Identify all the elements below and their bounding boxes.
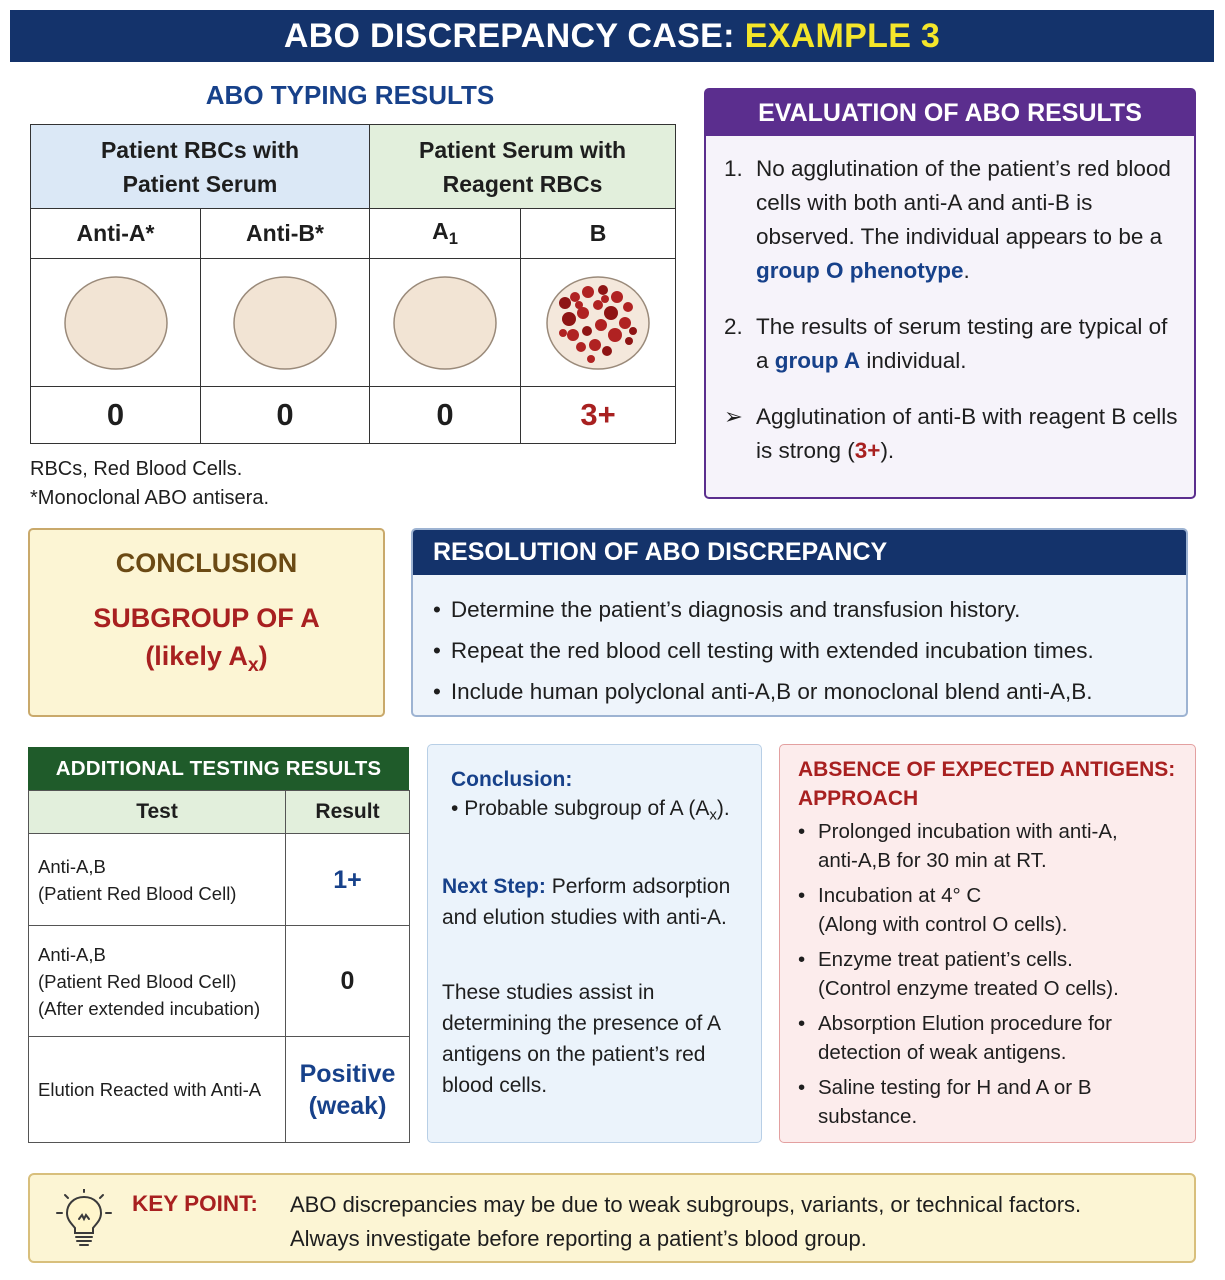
typing-table <box>30 124 676 444</box>
line: Incubation at 4° C <box>818 884 982 907</box>
list-item <box>798 945 1190 1003</box>
arrow-bullet-icon: ➢ <box>724 404 743 429</box>
next-conclusion-label: Conclusion: <box>451 768 573 791</box>
group-rbc-line: Patient RBCs with <box>100 136 300 163</box>
agglutinate-clump <box>619 317 631 329</box>
group-rbc-header <box>31 125 370 209</box>
well-cell <box>370 259 521 387</box>
column-header-result: Result <box>286 791 410 834</box>
result-cell <box>286 1037 410 1143</box>
group-rbc-line: Patient Serum <box>122 170 278 197</box>
list-item: • Repeat the red blood cell testing with extended incubation times. <box>433 630 1186 671</box>
line: substance. <box>818 1105 918 1128</box>
agglutinate-clump <box>608 328 622 342</box>
result-cell <box>286 834 410 926</box>
line: detection of weak antigens. <box>818 1041 1067 1064</box>
evaluation-item <box>724 310 1186 378</box>
column-header-anti-a <box>31 209 201 259</box>
list-item <box>798 1009 1190 1067</box>
list-item-text <box>818 945 1119 1003</box>
test-line: Anti-A,B <box>38 943 106 965</box>
key-point-line: Always investigate before reporting a patient’s blood group. <box>290 1226 867 1251</box>
footnote: RBCs, Red Blood Cells. <box>30 458 243 480</box>
table-row <box>29 834 410 926</box>
bullet-sub: x <box>709 806 717 824</box>
title-accent: EXAMPLE 3 <box>744 16 941 55</box>
column-label: Anti-B* <box>246 220 324 246</box>
line: (Along with control O cells). <box>818 913 1068 936</box>
additional-table <box>28 790 410 1143</box>
negative-well-icon <box>390 275 500 371</box>
column-label: B <box>589 220 607 246</box>
lightbulb-icon <box>54 1189 114 1251</box>
test-line: (Patient Red Blood Cell) <box>38 970 237 992</box>
evaluation-list <box>724 152 1186 490</box>
item-text-part: No agglutination of the patient’s red blood cells with both anti-A and anti-B is observed. The individual appears to be a <box>756 156 1171 249</box>
agglutinate-clump <box>611 291 623 303</box>
line: (Control enzyme treated O cells). <box>818 977 1119 1000</box>
list-item: • Include human polyclonal anti-A,B or monoclonal blend anti-A,B. <box>433 671 1186 712</box>
agglutinate-clump <box>559 329 567 337</box>
column-label-sub: 1 <box>448 228 458 248</box>
footnote: *Monoclonal ABO antisera. <box>30 487 270 509</box>
item-text-part: ). <box>880 438 895 463</box>
key-point-line: ABO discrepancies may be due to weak subgroups, variants, or technical factors. <box>290 1192 1082 1217</box>
additional-heading: ADDITIONAL TESTING RESULTS <box>28 747 409 790</box>
bullet-icon: • <box>798 820 806 843</box>
list-item <box>798 817 1190 875</box>
well-cell <box>521 259 676 387</box>
agglutinate-clump <box>587 355 595 363</box>
test-cell <box>29 1037 286 1143</box>
bullet-part: Probable subgroup of A (A <box>464 797 710 820</box>
test-cell <box>29 834 286 926</box>
conclusion-line: SUBGROUP OF A <box>93 603 320 633</box>
test-cell <box>29 926 286 1037</box>
agglutinate-clump <box>629 327 637 335</box>
page-title <box>10 10 1214 62</box>
group-serum-line: Patient Serum with <box>419 136 627 163</box>
typing-footnotes <box>30 455 269 513</box>
agglutinate-clump <box>625 337 633 345</box>
test-line: Anti-A,B <box>38 855 106 877</box>
bullet-icon: • <box>798 948 806 971</box>
agglutinate-clump <box>595 319 607 331</box>
result-line: Positive <box>299 1059 396 1088</box>
evaluation-heading: EVALUATION OF ABO RESULTS <box>706 90 1194 136</box>
conclusion-text <box>30 599 383 684</box>
studies-text: These studies assist in determining the presence of A antigens on the patient’s red blood cells. <box>442 981 720 1097</box>
typing-heading: ABO TYPING RESULTS <box>205 80 495 110</box>
list-item: • Determine the patient’s diagnosis and transfusion history. <box>433 589 1186 630</box>
next-step-label: Next Step: <box>442 875 546 898</box>
agglutinate-clump <box>593 300 603 310</box>
result-cell-positive: 3+ <box>521 387 676 444</box>
list-item-text <box>818 1073 1092 1131</box>
column-header-b <box>521 209 676 259</box>
conclusion-title: CONCLUSION <box>115 548 298 578</box>
evaluation-item <box>724 152 1186 288</box>
negative-well-icon <box>230 275 340 371</box>
column-label: A <box>432 218 449 245</box>
resolution-panel <box>411 528 1188 717</box>
agglutinate-clump <box>598 285 608 295</box>
column-label: Anti-A* <box>76 220 155 246</box>
column-header-a1 <box>370 209 521 259</box>
resolution-list <box>413 575 1186 712</box>
test-line: (After extended incubation) <box>38 997 261 1019</box>
conclusion-sub: x <box>247 653 259 676</box>
result-cell: 0 <box>370 387 521 444</box>
highlight-group-a: group A <box>774 348 861 373</box>
list-item-text <box>818 1009 1112 1067</box>
test-line: (Patient Red Blood Cell) <box>38 882 237 904</box>
agglutinate-clump <box>570 292 580 302</box>
well-cell <box>31 259 201 387</box>
highlight-strength: 3+ <box>854 438 881 463</box>
conclusion-part: ) <box>258 641 268 671</box>
line: anti-A,B for 30 min at RT. <box>818 849 1047 872</box>
evaluation-item <box>724 400 1186 468</box>
item-text-part: Agglutination of anti-B with reagent B cells is strong ( <box>756 404 1178 463</box>
title-main: ABO DISCREPANCY CASE: <box>283 16 735 55</box>
result-cell: 0 <box>31 387 201 444</box>
line: Prolonged incubation with anti-A, <box>818 820 1118 843</box>
well-cell <box>201 259 370 387</box>
absence-panel <box>779 744 1196 1143</box>
list-item-text <box>818 817 1118 875</box>
agglutinate-clump <box>601 295 609 303</box>
agglutinate-clump <box>559 297 571 309</box>
list-item-text <box>818 881 1068 939</box>
evaluation-panel <box>704 88 1196 499</box>
group-serum-line: Reagent RBCs <box>442 170 603 197</box>
absence-heading: ABSENCE OF EXPECTED ANTIGENS: APPROACH <box>798 758 1176 810</box>
agglutinate-clump <box>582 326 592 336</box>
key-point-label: KEY POINT: <box>132 1191 258 1216</box>
result-line: 0 <box>340 967 355 995</box>
test-line: Elution Reacted with Anti-A <box>38 1079 262 1100</box>
bullet-icon: • <box>798 1076 806 1099</box>
highlight-group-o: group O phenotype <box>756 258 964 283</box>
conclusion-card <box>28 528 385 717</box>
line: Enzyme treat patient’s cells. <box>818 948 1073 971</box>
next-step-body: Perform adsorption and elution studies with anti-A. <box>442 875 731 929</box>
agglutinate-clump <box>567 329 579 341</box>
conclusion-line <box>30 637 383 684</box>
resolution-heading: RESOLUTION OF ABO DISCREPANCY <box>413 530 1186 575</box>
table-row <box>29 926 410 1037</box>
line: Absorption Elution procedure for <box>818 1012 1113 1035</box>
next-step-panel <box>427 744 762 1143</box>
agglutinate-clump <box>604 306 618 320</box>
agglutinate-clump <box>623 302 633 312</box>
agglutinate-clump <box>582 286 594 298</box>
result-cell <box>286 926 410 1037</box>
group-serum-header <box>370 125 676 209</box>
item-text-part: . <box>963 258 970 283</box>
result-line: (weak) <box>308 1091 387 1120</box>
table-row <box>29 1037 410 1143</box>
agglutinate-clump <box>576 342 586 352</box>
item-text <box>756 152 1186 288</box>
item-text-part: individual. <box>860 348 967 373</box>
column-header-test: Test <box>29 791 286 834</box>
item-text-part: The results of serum testing are typical of a <box>756 314 1168 373</box>
next-step-text <box>442 871 754 933</box>
next-conclusion-bullet: • Probable subgroup of A $(A_x)$. <box>451 797 730 824</box>
key-point-panel <box>28 1173 1196 1263</box>
item-text <box>756 400 1186 468</box>
negative-well-icon <box>61 275 171 371</box>
agglutinate-clump <box>562 312 576 326</box>
absence-list <box>798 817 1190 1137</box>
list-item <box>798 1073 1190 1131</box>
column-header-anti-b <box>201 209 370 259</box>
result-line: 1+ <box>333 865 362 894</box>
bullet-icon: • <box>798 1012 806 1035</box>
item-number: 1. <box>724 156 743 181</box>
bullet-part: ). <box>716 797 730 820</box>
item-text <box>756 310 1186 378</box>
bullet-icon: • <box>798 884 806 907</box>
item-number: 2. <box>724 314 743 339</box>
additional-testing-panel <box>28 747 409 1143</box>
line: Saline testing for H and A or B <box>818 1076 1092 1099</box>
agglutinate-clump <box>602 346 612 356</box>
agglutinated-well-icon <box>543 275 653 371</box>
list-item <box>798 881 1190 939</box>
conclusion-part: (likely A <box>145 641 248 671</box>
agglutinate-clump <box>589 339 601 351</box>
result-cell: 0 <box>201 387 370 444</box>
key-point-text <box>290 1188 1180 1256</box>
agglutinate-clump <box>575 301 583 309</box>
